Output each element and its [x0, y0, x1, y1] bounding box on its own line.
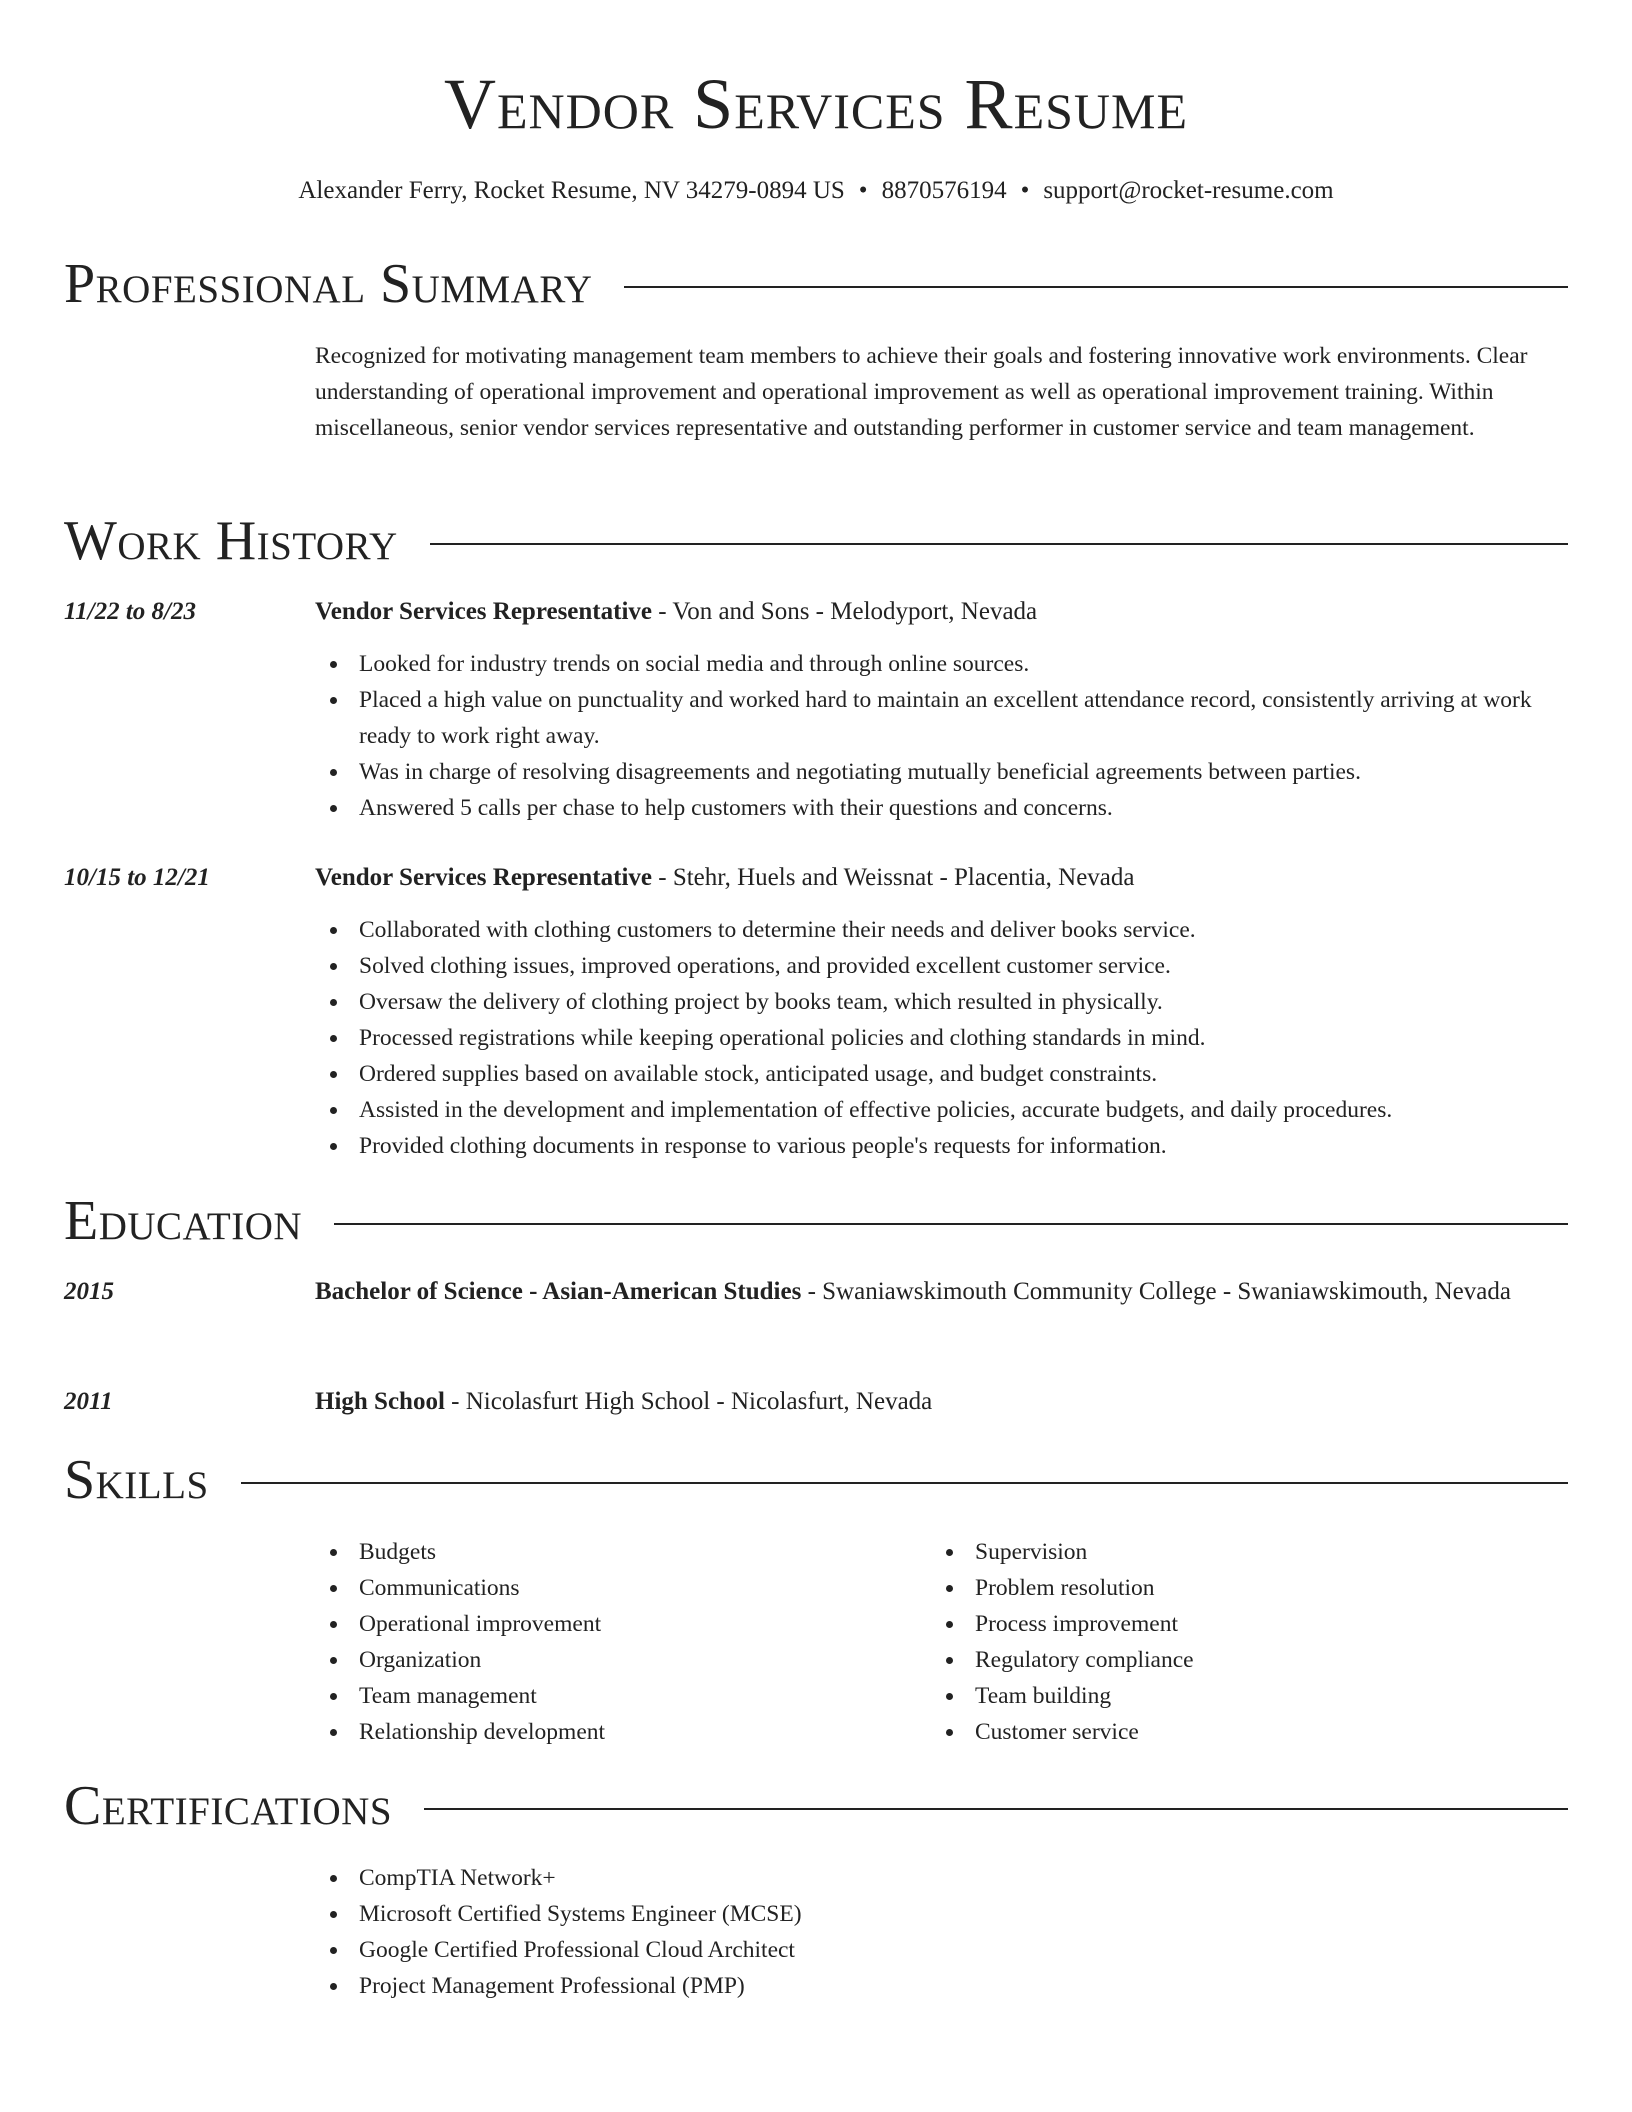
skill-item: Operational improvement: [359, 1606, 919, 1642]
education-heading: [315, 1272, 1568, 1312]
section-title: Work History: [64, 510, 398, 572]
job-details: - Von and Sons - Melodyport, Nevada: [652, 598, 1038, 625]
skill-item: Supervision: [975, 1534, 1568, 1570]
section-title: Education: [64, 1190, 303, 1252]
work-heading: [315, 592, 1568, 632]
contact-separator: •: [858, 177, 868, 204]
work-bullets: [315, 912, 1568, 1164]
section-divider: [430, 543, 1568, 545]
section-header-education: [64, 1190, 1568, 1252]
skill-item: Relationship development: [359, 1714, 919, 1750]
skill-item: Budgets: [359, 1534, 919, 1570]
degree: High School: [315, 1388, 445, 1415]
list-item: Collaborated with clothing customers to determine their needs and deliver books service.: [359, 912, 1568, 948]
skill-item: Process improvement: [975, 1606, 1568, 1642]
certification-item: Project Management Professional (PMP): [359, 1968, 1568, 2004]
section-header-summary: [64, 253, 1568, 315]
contact-address: Alexander Ferry, Rocket Resume, NV 34279-0894 US: [298, 177, 845, 204]
skill-item: Team management: [359, 1678, 919, 1714]
job-details: - Stehr, Huels and Weissnat - Placentia, Nevada: [652, 864, 1135, 891]
section-title: Certifications: [64, 1775, 393, 1837]
contact-email[interactable]: support@rocket-resume.com: [1043, 177, 1334, 204]
contact-separator: •: [1020, 177, 1030, 204]
contact-line: [64, 175, 1568, 207]
skill-item: Organization: [359, 1642, 919, 1678]
education-heading: [315, 1382, 1568, 1422]
skill-item: Regulatory compliance: [975, 1642, 1568, 1678]
job-title: Vendor Services Representative: [315, 598, 652, 625]
section-header-skills: [64, 1449, 1568, 1511]
list-item: Placed a high value on punctuality and worked hard to maintain an excellent attendance record, consistently arriving at work ready to work right away.: [359, 682, 1568, 754]
education-date: 2011: [64, 1388, 113, 1415]
work-bullets: [315, 646, 1568, 826]
skills-list-right: [931, 1534, 1568, 1750]
list-item: Provided clothing documents in response to various people's requests for information.: [359, 1128, 1568, 1164]
skill-item: Customer service: [975, 1714, 1568, 1750]
list-item: Solved clothing issues, improved operations, and provided excellent customer service.: [359, 948, 1568, 984]
resume-title: Vendor Services Resume: [443, 64, 1189, 144]
list-item: Processed registrations while keeping operational policies and clothing standards in mind.: [359, 1020, 1568, 1056]
section-header-work-history: [64, 510, 1568, 572]
certifications-list: [315, 1860, 1568, 2004]
work-date: 10/15 to 12/21: [64, 864, 210, 891]
list-item: Was in charge of resolving disagreements and negotiating mutually beneficial agreements between parties.: [359, 754, 1568, 790]
school-details: - Swaniawskimouth Community College - Swaniawskimouth, Nevada: [801, 1278, 1511, 1305]
section-divider: [241, 1482, 1568, 1484]
contact-phone: 8870576194: [881, 177, 1007, 204]
list-item: Looked for industry trends on social media and through online sources.: [359, 646, 1568, 682]
summary-text: Recognized for motivating management team members to achieve their goals and fostering innovative work environments. Clear understanding of operational improvement and operational improvement as well as operational improvement training. Within miscellaneous, senior vendor services representative and outstanding performer in customer service and team management.: [315, 343, 1528, 441]
list-item: Answered 5 calls per chase to help customers with their questions and concerns.: [359, 790, 1568, 826]
section-header-certifications: [64, 1775, 1568, 1837]
section-title: Skills: [64, 1449, 209, 1511]
certification-item: CompTIA Network+: [359, 1860, 1568, 1896]
section-divider: [334, 1223, 1568, 1225]
list-item: Ordered supplies based on available stock, anticipated usage, and budget constraints.: [359, 1056, 1568, 1092]
school-details: - Nicolasfurt High School - Nicolasfurt, Nevada: [444, 1388, 933, 1415]
skill-item: Team building: [975, 1678, 1568, 1714]
education-date: 2015: [64, 1278, 114, 1305]
skill-item: Communications: [359, 1570, 919, 1606]
section-title: Professional Summary: [64, 253, 593, 315]
list-item: Oversaw the delivery of clothing project by books team, which resulted in physically.: [359, 984, 1568, 1020]
work-heading: [315, 858, 1568, 898]
skill-item: Problem resolution: [975, 1570, 1568, 1606]
job-title: Vendor Services Representative: [315, 864, 652, 891]
section-divider: [624, 286, 1568, 288]
section-divider: [424, 1808, 1568, 1810]
list-item: Assisted in the development and implementation of effective policies, accurate budgets, and daily procedures.: [359, 1092, 1568, 1128]
certification-item: Google Certified Professional Cloud Architect: [359, 1932, 1568, 1968]
work-date: 11/22 to 8/23: [64, 598, 196, 625]
skills-list-left: [315, 1534, 919, 1750]
certification-item: Microsoft Certified Systems Engineer (MCSE): [359, 1896, 1568, 1932]
degree: Bachelor of Science - Asian-American Studies: [315, 1278, 802, 1305]
